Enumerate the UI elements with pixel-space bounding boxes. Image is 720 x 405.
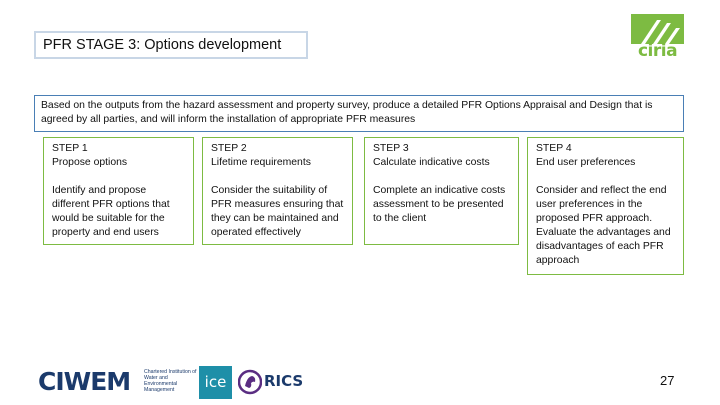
step-card-3 (364, 137, 519, 245)
step-body: Identify and propose different PFR options that would be suitable for the property and end users (52, 185, 170, 238)
step-card-2 (202, 137, 353, 245)
step-body: Consider and reflect the end user preferences in the proposed PFR approach. Evaluate the advantages and disadvantages of each PFR approach (536, 185, 671, 266)
partner-logos (0, 360, 720, 405)
rics-lion-icon (238, 368, 262, 396)
rics-logo: RICS (264, 372, 304, 390)
ciwem-subtitle: Chartered Institution of Water and Environmental Management (144, 369, 197, 393)
step-card-1 (43, 137, 194, 245)
page-number: 27 (660, 373, 675, 388)
step-number: STEP 1 (52, 143, 88, 154)
step-body: Complete an indicative costs assessment to be presented to the client (373, 185, 506, 224)
step-title: End user preferences (536, 157, 636, 168)
step-title: Propose options (52, 157, 128, 168)
intro-text-box (34, 95, 684, 132)
step-title: Calculate indicative costs (373, 157, 490, 168)
intro-text: Based on the outputs from the hazard assessment and property survey, produce a detailed PFR Options Appraisal and Design that is agreed by all parties, and will inform the installation of appropriate PFR measures (41, 100, 653, 125)
ciria-logo (631, 14, 684, 61)
step-title: Lifetime requirements (211, 157, 311, 168)
step-number: STEP 2 (211, 143, 247, 154)
ciwem-logo: CIWEM (38, 367, 131, 396)
step-card-4 (527, 137, 684, 275)
slide-title (34, 31, 308, 59)
ice-logo: ice (199, 366, 232, 399)
ciria-wordmark: ciria (631, 44, 684, 61)
step-number: STEP 3 (373, 143, 409, 154)
step-body: Consider the suitability of PFR measures ensuring that they can be maintained and operated effectively (211, 185, 344, 238)
step-number: STEP 4 (536, 143, 572, 154)
slide-title-text: PFR STAGE 3: Options development (43, 37, 282, 53)
